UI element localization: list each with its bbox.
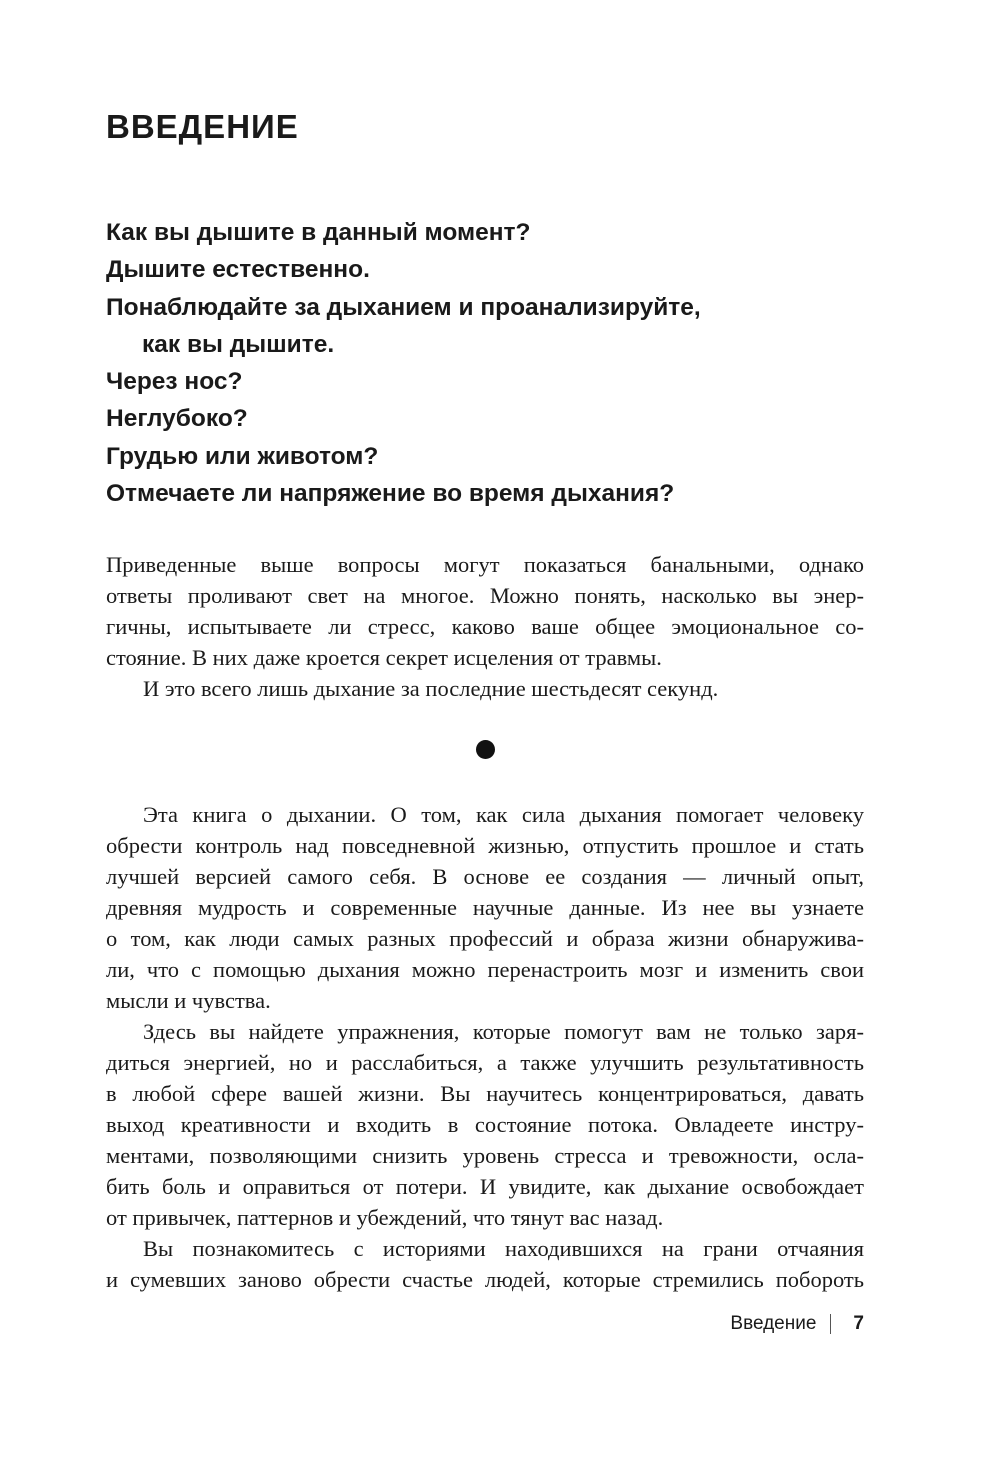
question-line: Дышите естественно. <box>106 256 370 284</box>
question-line: Понаблюдайте за дыханием и проанализируйте, <box>106 293 701 321</box>
text-line: мысли и чувства. <box>106 988 271 1013</box>
page-footer <box>730 1313 864 1335</box>
chapter-heading: ВВЕДЕНИЕ <box>106 108 299 145</box>
question-line: Грудью или животом? <box>106 442 379 470</box>
question-line: Как вы дышите в данный момент? <box>106 219 531 246</box>
paragraph-block-2 <box>106 799 864 1295</box>
text-line: Эта книга о дыхании. О том, как сила дыхания помогает человеку <box>143 802 864 827</box>
question-line: Неглубоко? <box>106 405 248 433</box>
text-line: и сумевших заново обрести счастье людей, которые стремились побороть <box>106 1267 864 1292</box>
paragraph-block-1 <box>106 549 864 704</box>
text-line: лучшей версией самого себя. В основе ее создания — личный опыт, <box>106 864 864 889</box>
text-line: от привычек, паттернов и убеждений, что тянут вас назад. <box>106 1205 664 1230</box>
text-line: выход креативности и входить в состояние потока. Овладеете инстру- <box>106 1112 864 1137</box>
text-line: гичны, испытываете ли стресс, каково ваше общее эмоциональное со- <box>106 614 864 639</box>
text-line: стояние. В них даже кроется секрет исцеления от травмы. <box>106 645 662 670</box>
text-line: обрести контроль над повседневной жизнью, отпустить прошлое и стать <box>106 833 864 858</box>
question-line: Через нос? <box>106 368 243 396</box>
footer-divider <box>830 1314 831 1334</box>
running-header-section: Введение <box>730 1313 817 1334</box>
text-line: ментами, позволяющими снизить уровень стресса и тревожности, осла- <box>106 1143 864 1168</box>
text-line: бить боль и оправиться от потери. И увидите, как дыхание освобождает <box>106 1174 864 1199</box>
text-line: Здесь вы найдете упражнения, которые помогут вам не только заря- <box>143 1019 864 1044</box>
text-line: ответы проливают свет на многое. Можно понять, насколько вы энер- <box>106 583 864 608</box>
questions-block <box>106 214 701 512</box>
text-line: в любой сфере вашей жизни. Вы научитесь концентрироваться, давать <box>106 1081 864 1106</box>
text-line: диться энергией, но и расслабиться, а также улучшить результативность <box>106 1050 864 1075</box>
page-number: 7 <box>853 1313 864 1334</box>
section-break-bullet <box>476 740 495 759</box>
text-line: Вы познакомитесь с историями находившихся на грани отчаяния <box>143 1236 864 1261</box>
text-line: ли, что с помощью дыхания можно перенастроить мозг и изменить свои <box>106 957 864 982</box>
question-line: Отмечаете ли напряжение во время дыхания? <box>106 480 675 508</box>
question-line: как вы дышите. <box>142 330 335 358</box>
text-line: древняя мудрость и современные научные данные. Из нее вы узнаете <box>106 895 864 920</box>
text-line: Приведенные выше вопросы могут показаться банальными, однако <box>106 552 864 577</box>
text-line: И это всего лишь дыхание за последние шестьдесят секунд. <box>143 676 719 701</box>
text-line: о том, как люди самых разных профессий и образа жизни обнаружива- <box>106 926 864 951</box>
